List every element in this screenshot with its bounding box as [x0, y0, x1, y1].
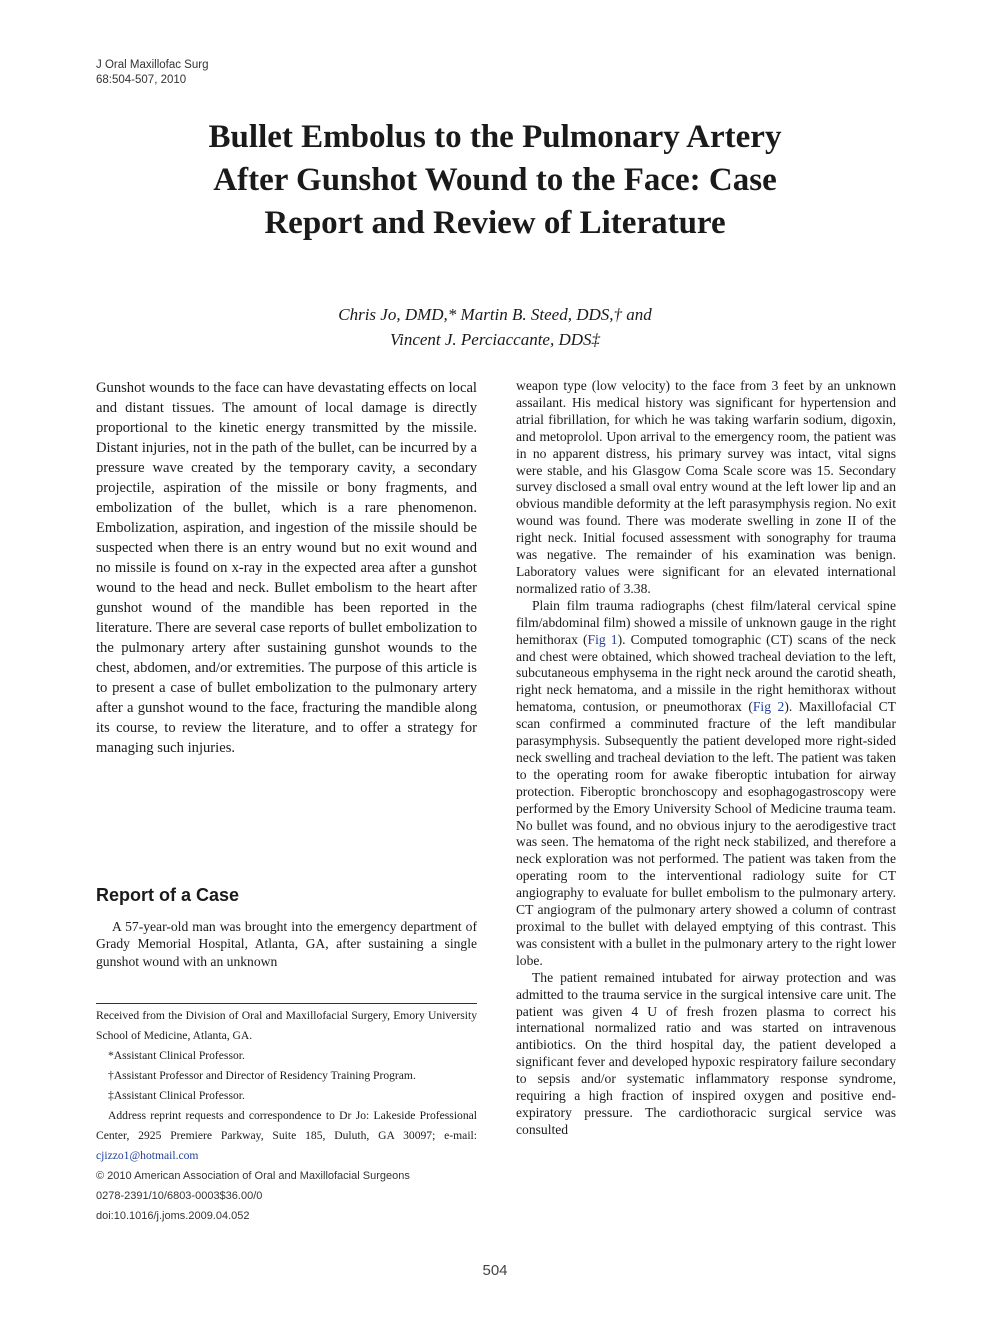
article-title: [100, 116, 890, 245]
author-list: [100, 302, 890, 352]
footnote-author-3: ‡Assistant Clinical Professor.: [108, 1089, 245, 1102]
body-text: ). Maxillofacial CT scan confirmed a comminuted fracture of the left mandibular parasymphysis. Subsequently the patient developed more right-sided neck swelling and tracheal deviation to the left. The patient was taken to the operating room for awake fiberoptic intubation for airway protection. Fiberoptic bronchoscopy and esophagogastroscopy were performed by the Emory University School of Medicine trauma team. No bullet was found, and no obvious injury to the aerodigestive tract was seen. The hematoma of the right neck stabilized, and therefore a neck exploration was not performed. The patient was taken from the operating room to the interventional radiology suite for CT angiography to evaluate for bullet embolism to the pulmonary artery. CT angiogram of the pulmonary artery showed a column of contrast proximal to the bullet with delayed emptying of this contrast. This was consistent with a bullet in the pulmonary artery to the right lower lobe.: [516, 699, 896, 968]
address-text: Address reprint requests and correspondence to Dr Jo: Lakeside Professional Center, 2925 Premiere Parkway, Suite 185, Duluth, GA 30097; e-mail:: [96, 1109, 477, 1142]
footnotes: [96, 1006, 477, 1226]
body-paragraph: [516, 598, 896, 970]
journal-citation: 68:504-507, 2010: [96, 74, 187, 86]
page-number: 504: [482, 1262, 508, 1279]
author-line: Chris Jo, DMD,* Martin B. Steed, DDS,† and: [338, 305, 652, 324]
footnote-received: Received from the Division of Oral and Maxillofacial Surgery, Emory University School of Medicine, Atlanta, GA.: [96, 1009, 477, 1042]
body-paragraph: The patient remained intubated for airway protection and was admitted to the trauma service in the surgical intensive care unit. The patient was given 4 U of fresh frozen plasma to correct his international normalized ratio and was started on intravenous antibiotics. On the third hospital day, the patient developed a significant fever and developed hypoxic respiratory failure secondary to sepsis and/or systematic inflammatory response syndrome, requiring a high fraction of inspired oxygen and positive end-expiratory pressure. The cardiothoracic surgical service was consulted: [516, 969, 896, 1137]
abstract-text: Gunshot wounds to the face can have devastating effects on local and distant tissues. The amount of local damage is directly proportional to the kinetic energy transmitted by the missile. Distant injuries, not in the path of the bullet, can be incurred by a pressure wave created by the temporary cavity, a secondary projectile, aspiration of the missile or bony fragments, and embolization of the bullet, which is a rare phenomenon. Embolization, aspiration, and ingestion of the missile should be suspected when there is an entry wound but no exit wound and no missile is found on x-ray in the expected area after a gunshot wound to the head and neck. Bullet embolism to the heart after gunshot wound of the mandible has been reported in the literature. There are several case reports of bullet embolization to the pulmonary artery after sustaining gunshot wounds to the chest, abdomen, and/or extremities. The purpose of this article is to present a case of bullet embolization to the pulmonary artery after a gunshot wound to the face, fracturing the mandible along its course, to review the literature, and to offer a strategy for managing such injuries.: [96, 380, 477, 756]
case-intro: [96, 918, 477, 970]
footnote-author-2: †Assistant Professor and Director of Residency Training Program.: [108, 1069, 416, 1082]
case-intro-text: A 57-year-old man was brought into the emergency department of Grady Memorial Hospital, Atlanta, GA, after sustaining a single gunshot wound with an unknown: [96, 919, 477, 969]
body-text: Plain film trauma radiographs (chest film/lateral cervical spine film/abdominal film) showed a missile of unknown gauge in the right hemithorax (: [516, 597, 896, 647]
section-heading-report: Report of a Case: [96, 885, 240, 905]
doi-line: doi:10.1016/j.joms.2009.04.052: [96, 1210, 250, 1222]
author-line: Vincent J. Perciaccante, DDS‡: [389, 330, 601, 349]
figure-2-link[interactable]: Fig 2: [752, 699, 785, 715]
issn-line: 0278-2391/10/6803-0003$36.00/0: [96, 1190, 263, 1202]
copyright-line: © 2010 American Association of Oral and Maxillofacial Surgeons: [96, 1170, 410, 1182]
abstract: [96, 378, 477, 758]
footnote-author-1: *Assistant Clinical Professor.: [108, 1049, 245, 1062]
body-right-column: [516, 378, 896, 1139]
title-line: After Gunshot Wound to the Face: Case: [213, 162, 777, 198]
title-line: Bullet Embolus to the Pulmonary Artery: [208, 119, 782, 155]
body-paragraph: weapon type (low velocity) to the face from 3 feet by an unknown assailant. His medical history was significant for hypertension and atrial fibrillation, for which he was taking warfarin sodium, digoxin, and metoprolol. Upon arrival to the emergency room, the patient was in no apparent distress, his primary survey was intact, vital signs were stable, and his Glasgow Coma Scale score was 15. Secondary survey disclosed a small oval entry wound at the left lower lip and an obvious mandible deformity at the left parasymphysis region. No exit wound was found. There was moderate swelling in zone II of the right neck. Initial focused assessment with sonography for trauma was negative. The remainder of his examination was benign. Laboratory values were significant for an elevated international normalized ratio of 3.38.: [516, 378, 896, 596]
body-text: ). Computed tomographic (CT) scans of the neck and chest were obtained, which showed tracheal deviation to the left, subcutaneous emphysema in the right neck around the carotid sheath, right neck hematoma, and a missile in the right hemithorax without hematoma, contusion, or pneumothorax (: [516, 631, 896, 715]
journal-reference: [96, 58, 208, 88]
footnote-address: [96, 1106, 477, 1166]
journal-name: J Oral Maxillofac Surg: [96, 59, 209, 71]
figure-1-link[interactable]: Fig 1: [587, 631, 618, 647]
title-line: Report and Review of Literature: [264, 205, 726, 241]
email-link[interactable]: cjizzo1@hotmail.com: [96, 1149, 199, 1162]
footnote-divider: [96, 1003, 477, 1004]
